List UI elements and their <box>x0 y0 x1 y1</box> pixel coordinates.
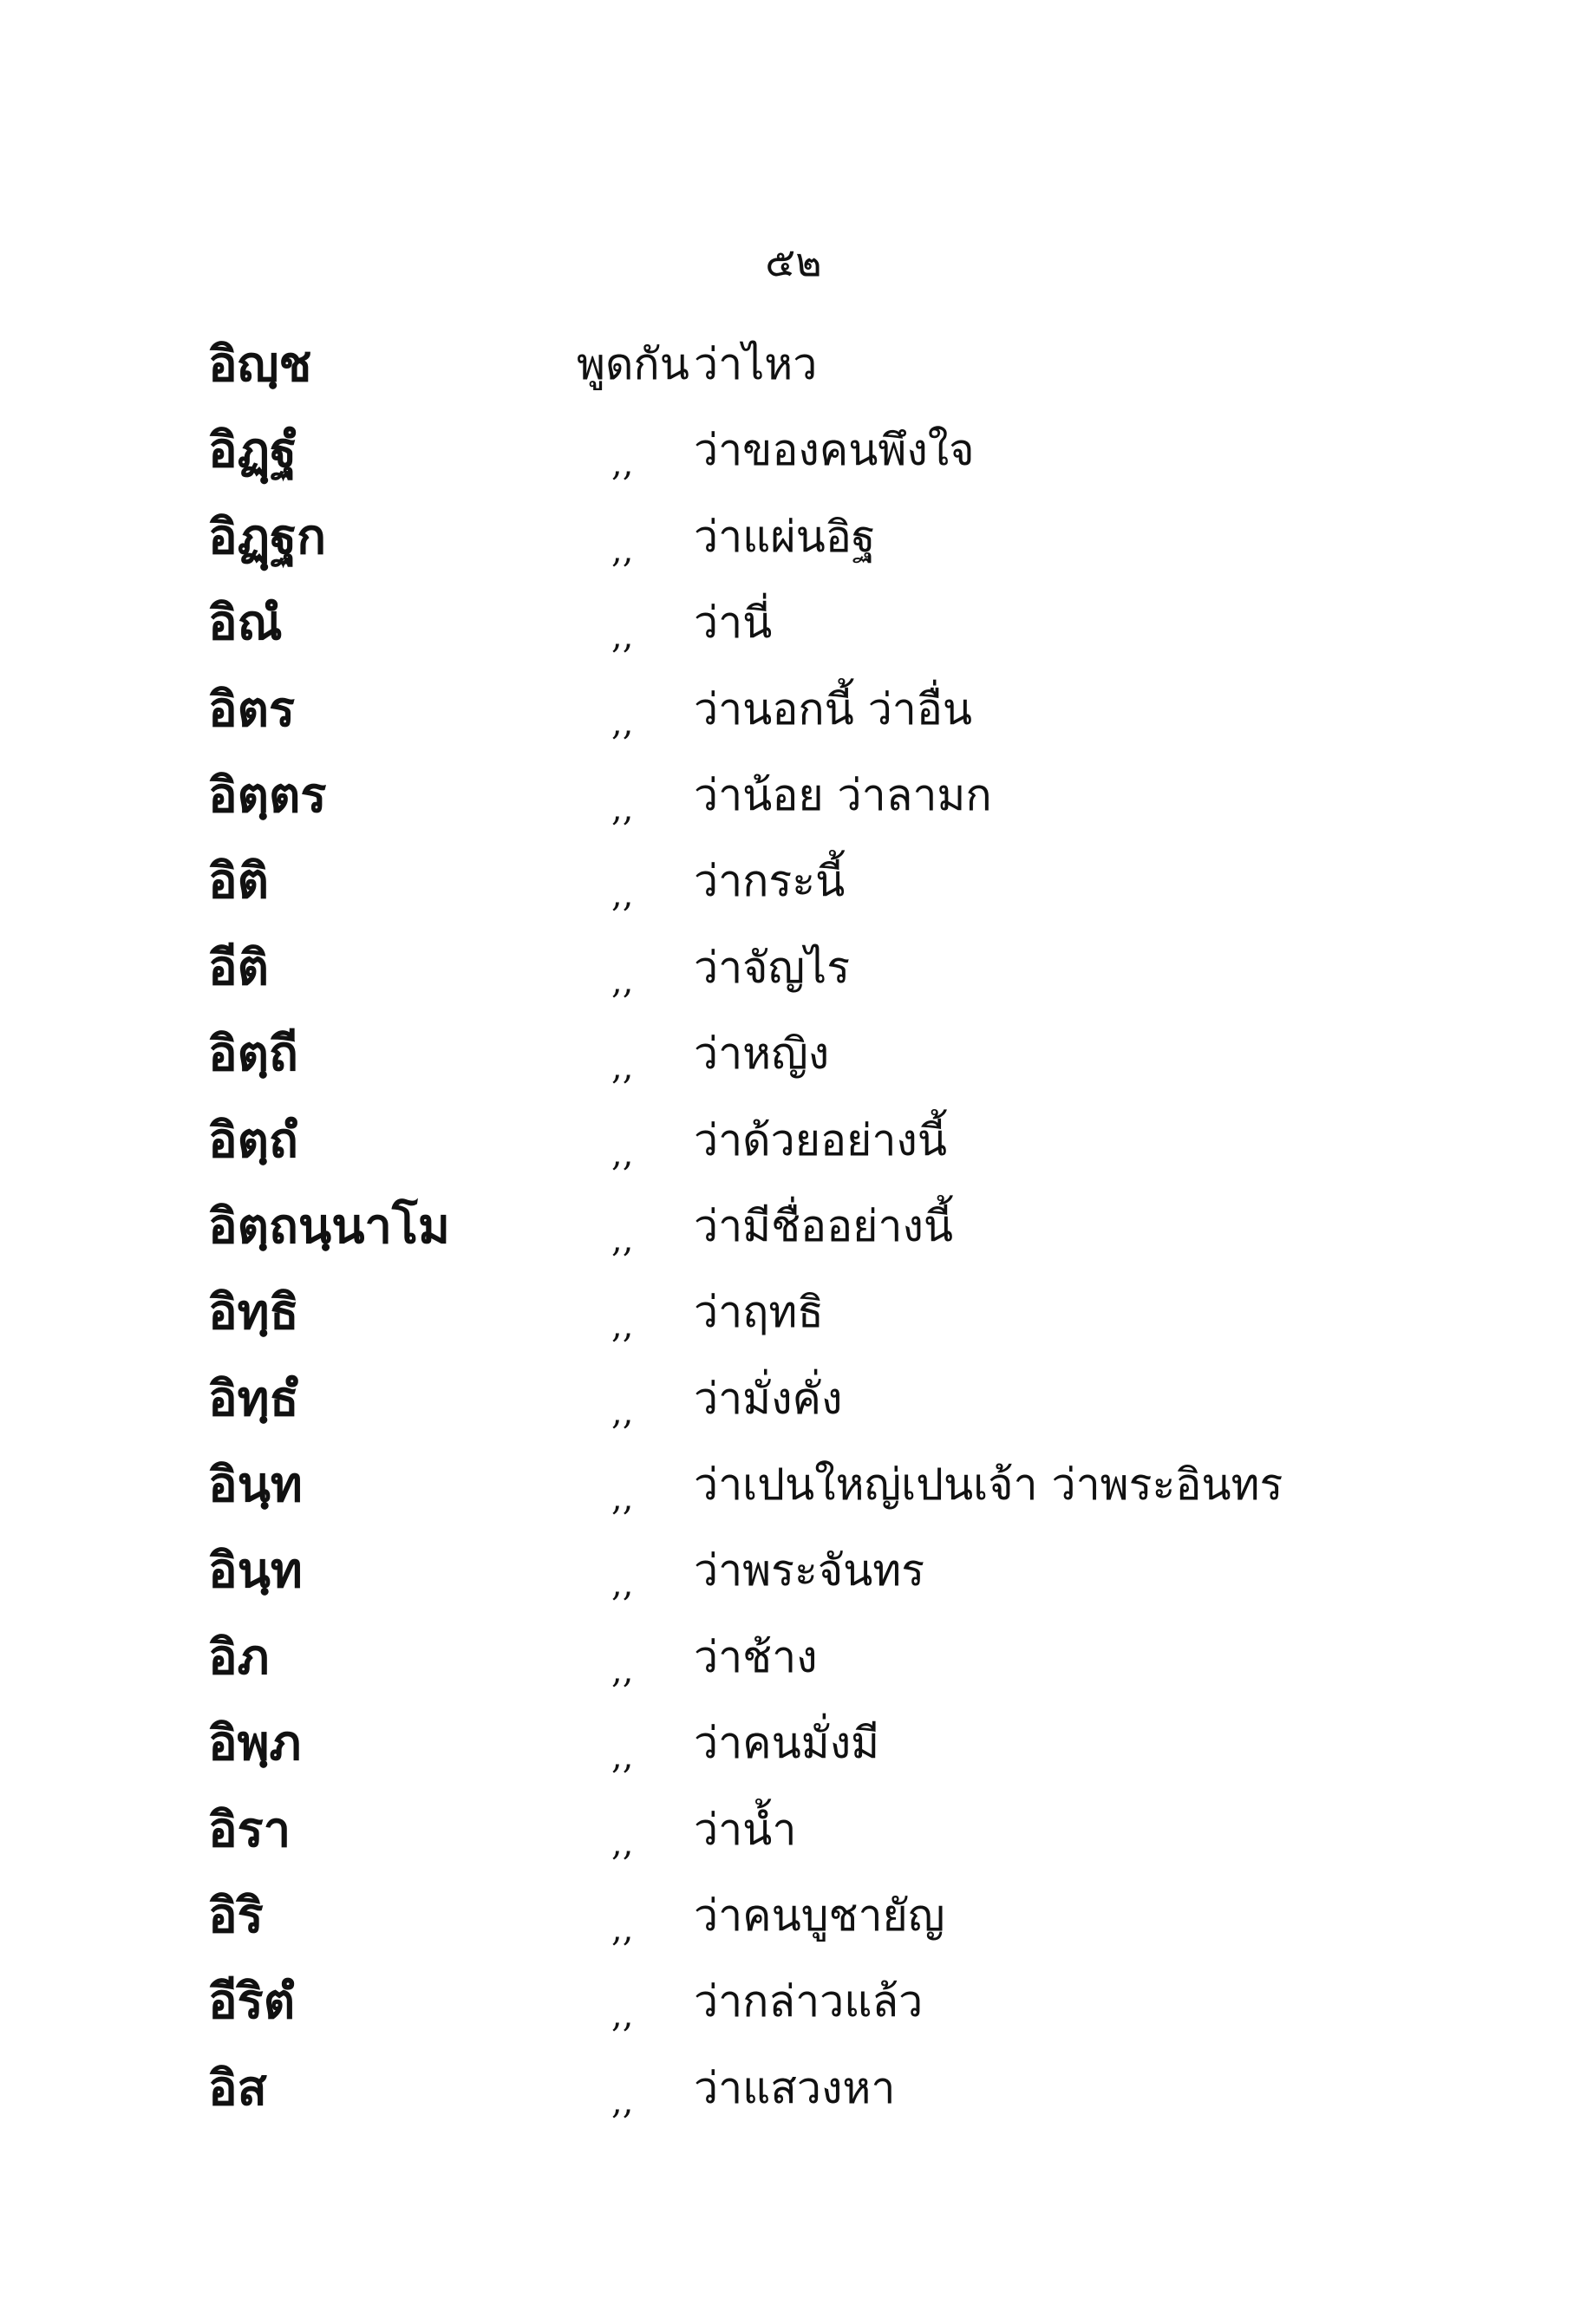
dictionary-entries <box>0 321 1587 2131</box>
ditto-mark: ,, <box>611 1737 634 1778</box>
dictionary-entry <box>0 666 1587 752</box>
headword: อีริตํ <box>208 1973 296 2031</box>
dictionary-entry <box>0 1010 1587 1096</box>
headword: อิส <box>208 2059 267 2117</box>
ditto-mark: ,, <box>611 961 634 1002</box>
headword: อีติ <box>208 938 269 996</box>
definition: ว่าฤทธิ <box>694 1287 824 1338</box>
definition: ว่ามั่งคั่ง <box>694 1373 843 1424</box>
dictionary-entry <box>0 407 1587 493</box>
ditto-mark: ,, <box>611 1306 634 1347</box>
definition: ว่ามีชื่ออย่างนี้ <box>694 1200 954 1251</box>
dictionary-entry <box>0 1441 1587 1527</box>
headword: อิตฺถี <box>208 1025 298 1083</box>
ditto-mark: ,, <box>611 617 634 657</box>
definition: ว่าจัญไร <box>694 942 851 993</box>
definition: ว่าของคนพึงใจ <box>694 425 975 476</box>
dictionary-entry <box>0 1097 1587 1183</box>
definition: ว่าไหว <box>694 339 818 389</box>
headword: อิริ <box>208 1887 264 1945</box>
headword: อิรา <box>208 1800 291 1858</box>
definition: ว่าช้าง <box>694 1631 818 1682</box>
definition: ว่าด้วยอย่างนี้ <box>694 1114 947 1165</box>
usage-marker: พูดกัน <box>577 339 689 389</box>
headword: อิพฺภ <box>208 1714 302 1772</box>
definition: ว่าแสวงหา <box>694 2062 896 2113</box>
dictionary-entry <box>0 579 1587 665</box>
definition: ว่าแผ่นอิฐ <box>694 511 876 562</box>
dictionary-entry <box>0 1958 1587 2044</box>
ditto-mark: ,, <box>611 702 634 743</box>
dictionary-entry <box>0 924 1587 1010</box>
ditto-mark: ,, <box>611 1823 634 1864</box>
definition: ว่านอกนี้ ว่าอื่น <box>694 683 973 734</box>
dictionary-entry <box>0 838 1587 924</box>
dictionary-entry <box>0 1355 1587 1441</box>
headword: อิตฺถนฺนาโม <box>208 1197 450 1255</box>
ditto-mark: ,, <box>611 1392 634 1433</box>
definition: ว่าน้อย ว่าลามก <box>694 769 992 820</box>
definition: ว่าหญิง <box>694 1028 830 1080</box>
ditto-mark: ,, <box>611 1479 634 1519</box>
dictionary-entry <box>0 321 1587 407</box>
ditto-mark: ,, <box>611 1909 634 1950</box>
definition: ว่าคนบูชายัญ <box>694 1890 945 1942</box>
definition: ว่าคนมั่งมี <box>694 1718 880 1769</box>
headword: อิภ <box>208 1628 270 1686</box>
dictionary-entry <box>0 493 1587 579</box>
dictionary-entry <box>0 1269 1587 1355</box>
definition: ว่าเปนใหญ่เปนเจ้า ว่าพระอินทร <box>694 1459 1283 1511</box>
page-number: ๕๒ <box>765 238 822 285</box>
headword: อิทฺธิ <box>208 1283 299 1342</box>
ditto-mark: ,, <box>611 1048 634 1088</box>
ditto-mark: ,, <box>611 1995 634 2036</box>
definition: ว่าพระจันทร <box>694 1545 925 1596</box>
definition: ว่ากล่าวแล้ว <box>694 1976 924 2027</box>
headword: อินฺท <box>208 1456 303 1514</box>
dictionary-entry <box>0 2045 1587 2131</box>
ditto-mark: ,, <box>611 530 634 571</box>
ditto-mark: ,, <box>611 444 634 485</box>
ditto-mark: ,, <box>611 1564 634 1605</box>
dictionary-entry <box>0 1700 1587 1785</box>
dictionary-entry <box>0 1183 1587 1269</box>
ditto-mark: ,, <box>611 2081 634 2122</box>
headword: อิตฺถํ <box>208 1111 298 1169</box>
headword: อิฏฺฐํ <box>208 421 297 480</box>
headword: อิฏฺฐก <box>208 507 327 565</box>
definition: ว่าน้ำ <box>694 1804 797 1855</box>
dictionary-entry <box>0 1614 1587 1700</box>
ditto-mark: ,, <box>611 1219 634 1260</box>
definition: ว่านี่ <box>694 597 773 649</box>
ditto-mark: ,, <box>611 875 634 916</box>
headword: อิตร <box>208 680 296 738</box>
headword: อิตฺตร <box>208 766 327 824</box>
ditto-mark: ,, <box>611 788 634 829</box>
headword: อินฺท <box>208 1542 303 1600</box>
dictionary-entry <box>0 1872 1587 1958</box>
dictionary-entry <box>0 1786 1587 1872</box>
headword: อิณํ <box>208 594 283 652</box>
dictionary-entry <box>0 752 1587 838</box>
headword: อิทฺธํ <box>208 1369 299 1427</box>
dictionary-entry <box>0 1527 1587 1613</box>
ditto-mark: ,, <box>611 1650 634 1691</box>
headword: อิติ <box>208 852 269 911</box>
headword: อิญฺช <box>208 336 312 393</box>
definition: ว่ากระนี้ <box>694 856 846 907</box>
ditto-mark: ,, <box>611 1133 634 1174</box>
